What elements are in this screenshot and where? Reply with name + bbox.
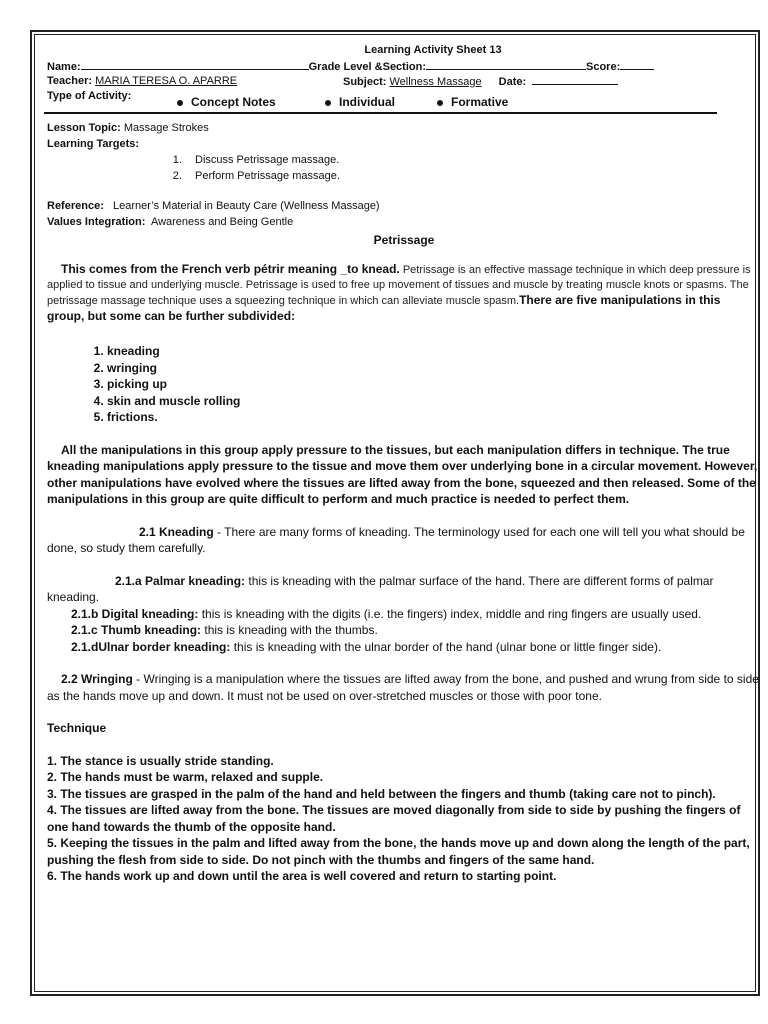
values-integration: Values Integration: Awareness and Being Gentle xyxy=(47,216,294,228)
name-row xyxy=(47,58,759,73)
teacher-row xyxy=(47,73,759,88)
thumb-kneading: 2.1.c Thumb kneading: this is kneading with the thumbs. xyxy=(71,623,378,637)
teacher-label: Teacher: xyxy=(47,75,93,87)
sheet-title: Learning Activity Sheet 13 xyxy=(364,44,502,56)
score-label: Score: xyxy=(586,61,621,73)
subject-label: Subject: xyxy=(343,76,387,88)
learning-target: 2. Perform Petrissage massage. xyxy=(185,168,759,184)
bullet-icon xyxy=(177,100,183,106)
wringing-paragraph: 2.2 Wringing - Wringing is a manipulation where the tissues are lifted away from the bone, and pushed and wrung from side to side as the hands move up and down. It must not be used on over-stretched muscles or those with poor tone. xyxy=(47,672,759,703)
technique-step: 1. The stance is usually stride standing. xyxy=(47,753,274,768)
activity-option-concept-notes: Concept Notes xyxy=(177,94,276,110)
lesson-topic: Lesson Topic: Massage Strokes xyxy=(47,122,209,134)
list-item: 5. frictions. xyxy=(107,409,759,426)
intro-tail: There are five manipulations in this group, but some can be further subdivided: xyxy=(47,293,721,323)
manipulations-paragraph: All the manipulations in this group apply pressure to the tissues, but each manipulation differs in technique. The true kneading manipulations apply pressure to the tissue and move them over underlying bone in a circular movement. However, other manipulations have evolved where the tissues are lifted away from the bone, squeezed and then released. Some of the manipulations in this group are quite difficult to perform and much practice is needed to perfect them. xyxy=(47,442,758,506)
technique-step: 4. The tissues are lifted away from the bone. The tissues are moved diagonally from side to side by pushing the fingers of one hand towards the thumb of the opposite hand. xyxy=(47,803,741,834)
activity-sheet xyxy=(47,42,759,885)
technique-step: 3. The tissues are grasped in the palm of the hand and held between the fingers and thumb (taking care not to pinch). xyxy=(47,786,716,801)
name-label: Name: xyxy=(47,61,81,73)
date-blank[interactable] xyxy=(532,73,618,85)
ulnar-kneading: 2.1.dUlnar border kneading: this is kneading with the ulnar border of the hand (ulnar bone or little finger side). xyxy=(71,639,662,654)
activity-option-individual: Individual xyxy=(325,94,395,110)
list-item: 2. wringing xyxy=(107,360,759,377)
technique-steps xyxy=(47,753,759,885)
manipulations-list xyxy=(47,343,759,426)
reference: Reference: Learner’s Material in Beauty Care (Wellness Massage) xyxy=(47,200,380,212)
name-blank[interactable] xyxy=(81,58,309,70)
intro-paragraph xyxy=(47,262,759,325)
score-blank[interactable] xyxy=(620,58,654,70)
bullet-icon xyxy=(325,100,331,106)
technique-title: Technique xyxy=(47,721,107,735)
kneading-paragraph: 2.1 Kneading - There are many forms of kneading. The terminology used for each one will tell you what should be done, so study them carefully. xyxy=(47,524,745,555)
list-item: 1. kneading xyxy=(107,343,759,360)
digital-kneading: 2.1.b Digital kneading: this is kneading with the digits (i.e. the fingers) index, middle and ring fingers are usually used. xyxy=(71,606,702,621)
bullet-icon xyxy=(437,100,443,106)
activity-option-formative: Formative xyxy=(437,94,508,110)
intro-body: Petrissage is an effective massage technique in which deep pressure is applied to tissue and underlying muscle. Petrissage is used to free up movement of tissues and muscle by treating muscle knots or spasms. The petrissage massage technique uses a squeezing technique in which can alleviate muscle spasm. xyxy=(47,264,751,307)
technique-step: 6. The hands work up and down until the area is well covered and return to starting point. xyxy=(47,869,557,883)
header-divider xyxy=(44,112,717,114)
palmar-kneading: 2.1.a Palmar kneading: this is kneading with the palmar surface of the hand. There are different forms of palmar kneading. xyxy=(47,573,714,604)
learning-targets-label: Learning Targets: xyxy=(47,138,140,150)
date-label: Date: xyxy=(498,76,527,88)
activity-label: Type of Activity: xyxy=(47,90,132,102)
activity-row xyxy=(47,88,759,110)
grade-blank[interactable] xyxy=(426,58,586,70)
subject-value: Wellness Massage xyxy=(389,76,482,88)
list-item: 3. picking up xyxy=(107,376,759,393)
teacher-name: MARIA TERESA O. APARRE xyxy=(95,75,238,87)
learning-targets-list xyxy=(47,152,759,184)
learning-target: 1. Discuss Petrissage massage. xyxy=(185,152,759,168)
content-title: Petrissage xyxy=(373,233,435,247)
list-item: 4. skin and muscle rolling xyxy=(107,393,759,410)
grade-label: Grade Level &Section: xyxy=(308,61,426,73)
technique-step: 5. Keeping the tissues in the palm and lifted away from the bone, the hands move up and down along the length of the part, pushing the flesh from side to side. Do not pinch with the thumbs and fingers of the same hand. xyxy=(47,836,750,867)
technique-step: 2. The hands must be warm, relaxed and supple. xyxy=(47,770,324,784)
intro-lead: This comes from the French verb pétrir meaning _to knead. xyxy=(61,262,400,276)
